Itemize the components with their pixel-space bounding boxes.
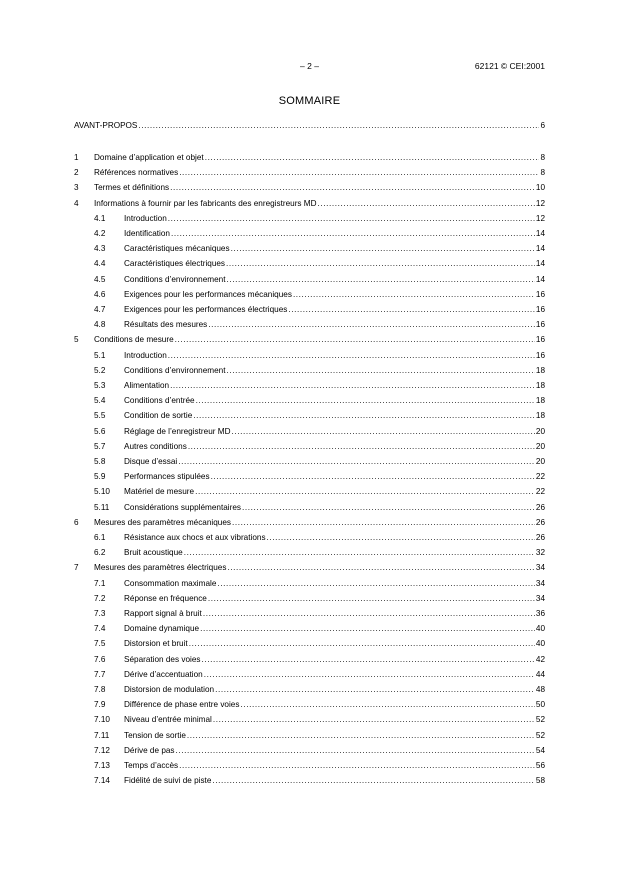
toc-entry-title: Termes et définitions xyxy=(94,183,170,193)
toc-entry-title: Introduction xyxy=(124,213,167,223)
toc-entry-number: 5.4 xyxy=(94,396,106,406)
dot-leader xyxy=(138,119,539,132)
toc-entry[interactable] xyxy=(0,698,619,711)
toc-entry[interactable] xyxy=(0,744,619,757)
toc-entry-page: 36 xyxy=(535,609,545,618)
toc-entry-page: 20 xyxy=(535,441,545,451)
toc-entry-page: 26 xyxy=(535,533,545,542)
toc-entry-number: 6.2 xyxy=(94,548,106,558)
toc-entry-page: 20 xyxy=(535,426,545,436)
toc-entry-line xyxy=(124,425,545,438)
toc-entry-line xyxy=(124,622,545,635)
toc-entry-title: Informations à fournir par les fabricants des enregistreurs MD xyxy=(94,198,317,208)
toc-entry-number: 5.10 xyxy=(94,487,110,497)
toc-entry[interactable] xyxy=(0,501,619,514)
toc-entry-title: Introduction xyxy=(124,350,167,360)
toc-entry-line xyxy=(124,349,545,362)
toc-entry-title: Dérive d’accentuation xyxy=(124,669,203,679)
toc-entry-number: 4.8 xyxy=(94,320,106,330)
toc-entry-page: 58 xyxy=(535,776,545,786)
toc-entry[interactable] xyxy=(0,713,619,726)
toc-entry-number: 4.3 xyxy=(94,244,106,254)
toc-entry-title: Références normatives xyxy=(94,168,179,178)
toc-entry-line xyxy=(124,531,545,544)
toc-entry[interactable] xyxy=(0,303,619,316)
toc-entry-page: 22 xyxy=(535,472,545,482)
toc-entry-title: Consommation maximale xyxy=(124,578,217,588)
toc-entry-number: 7.12 xyxy=(94,745,110,755)
toc-entry[interactable] xyxy=(0,485,619,498)
toc-entry-page: 12 xyxy=(535,213,545,223)
toc-entry-page: 14 xyxy=(535,244,545,254)
toc-entry[interactable] xyxy=(0,227,619,240)
toc-entry-line xyxy=(124,607,545,620)
toc-entry-number: 4.2 xyxy=(94,229,106,238)
toc-entry-number: 7.2 xyxy=(94,593,106,603)
toc-entry-page: 8 xyxy=(540,153,545,162)
dot-leader xyxy=(178,455,535,468)
toc-entry[interactable] xyxy=(0,318,619,331)
dot-leader xyxy=(200,622,535,635)
toc-entry-line xyxy=(124,698,545,711)
toc-entry-line xyxy=(124,668,545,681)
toc-entry-title: Mesures des paramètres mécaniques xyxy=(94,517,231,527)
toc-entry-line xyxy=(124,546,545,559)
toc-entry-page: 14 xyxy=(535,229,545,238)
toc-entry[interactable] xyxy=(0,592,619,605)
toc-entry-title: Bruit acoustique xyxy=(124,548,183,558)
toc-entry[interactable] xyxy=(0,212,619,225)
toc-entry-line xyxy=(124,713,545,726)
toc-entry-title: Autres conditions xyxy=(124,441,187,451)
toc-entry-title: Considérations supplémentaires xyxy=(124,502,241,512)
toc-entry-title: Fidélité de suivi de piste xyxy=(124,776,212,786)
dot-leader xyxy=(168,349,535,362)
toc-entry-page: 16 xyxy=(535,289,545,299)
dot-leader xyxy=(232,516,535,529)
dot-leader xyxy=(226,257,535,270)
toc-entry-line xyxy=(94,151,545,164)
toc-entry-line xyxy=(94,561,545,574)
toc-entry-title: Temps d’accès xyxy=(124,761,179,770)
toc-entry[interactable] xyxy=(0,607,619,620)
toc-entry-page: 16 xyxy=(535,320,545,330)
toc-entry-number: 2 xyxy=(74,168,79,178)
toc-entry-line xyxy=(94,166,545,179)
toc-entry-line xyxy=(124,774,545,787)
toc-entry-line xyxy=(124,501,545,514)
toc-entry[interactable] xyxy=(0,759,619,772)
toc-entry-page: 16 xyxy=(535,350,545,360)
dot-leader xyxy=(267,531,535,544)
toc-entry-line xyxy=(124,470,545,483)
dot-leader xyxy=(213,713,535,726)
toc-entry[interactable] xyxy=(0,151,619,164)
dot-leader xyxy=(227,364,535,377)
dot-leader xyxy=(171,227,535,240)
toc-entry[interactable] xyxy=(0,561,619,574)
toc-entry[interactable] xyxy=(0,197,619,210)
toc-entry-page: 18 xyxy=(535,381,545,390)
dot-leader xyxy=(211,470,535,483)
toc-entry-title: Tension de sortie xyxy=(124,730,186,740)
toc-entry-title: Dérive de pas xyxy=(124,745,175,755)
toc-entry-number: 5.9 xyxy=(94,472,106,482)
toc-entry-line xyxy=(124,379,545,392)
toc-entry[interactable] xyxy=(0,637,619,650)
toc-entry-page: 40 xyxy=(535,624,545,634)
toc-entry-number: 7.5 xyxy=(94,639,106,649)
toc-entry-page: 18 xyxy=(535,411,545,421)
toc-entry-line xyxy=(124,257,545,270)
dot-leader xyxy=(179,759,535,772)
toc-entry-page: 48 xyxy=(535,685,545,694)
toc-entry-number: 1 xyxy=(74,153,79,162)
dot-leader xyxy=(179,166,539,179)
dot-leader xyxy=(203,607,535,620)
toc-entry-title: Conditions d’environnement xyxy=(124,274,226,284)
toc-entry[interactable] xyxy=(0,577,619,590)
dot-leader xyxy=(196,394,535,407)
toc-entry-number: 7 xyxy=(74,563,79,573)
dot-leader xyxy=(288,303,535,316)
toc-entry-number: 5.2 xyxy=(94,365,106,375)
toc-entry[interactable] xyxy=(0,546,619,559)
dot-leader xyxy=(205,151,540,164)
toc-entry-page: 6 xyxy=(540,121,545,130)
toc-entry-number: 5.6 xyxy=(94,426,106,436)
toc-entry-line xyxy=(124,288,545,301)
toc-entry-title: Identification xyxy=(124,229,170,238)
dot-leader xyxy=(176,744,535,757)
toc-entry[interactable] xyxy=(0,470,619,483)
toc-entry-number: 4.1 xyxy=(94,213,106,223)
toc-entry-number: 7.6 xyxy=(94,654,106,664)
dot-leader xyxy=(240,698,534,711)
toc-entry-number: 4.5 xyxy=(94,274,106,284)
toc-entry[interactable] xyxy=(0,622,619,635)
toc-entry-page: 42 xyxy=(535,654,545,664)
dot-leader xyxy=(231,242,535,255)
toc-entry[interactable] xyxy=(0,729,619,742)
toc-entry-line xyxy=(124,653,545,666)
toc-entry-title: Alimentation xyxy=(124,381,170,390)
toc-entry[interactable] xyxy=(0,333,619,346)
toc-entry-line xyxy=(124,303,545,316)
toc-entry-title: Caractéristiques électriques xyxy=(124,259,226,269)
toc-entry[interactable] xyxy=(0,349,619,362)
toc-entry[interactable] xyxy=(0,774,619,787)
toc-entry-title: Niveau d’entrée minimal xyxy=(124,715,212,725)
dot-leader xyxy=(195,485,535,498)
toc-entry-line xyxy=(124,683,545,696)
toc-entry-page: 32 xyxy=(535,548,545,558)
toc-entry-number: 7.8 xyxy=(94,685,106,694)
toc-entry-line xyxy=(124,637,545,650)
dot-leader xyxy=(208,318,535,331)
toc-entry-number: 4 xyxy=(74,198,79,208)
dot-leader xyxy=(217,577,535,590)
toc-entry[interactable] xyxy=(0,379,619,392)
toc-entry[interactable] xyxy=(0,257,619,270)
toc-entry[interactable] xyxy=(0,242,619,255)
toc-entry-page: 26 xyxy=(535,517,545,527)
toc-entry-number: 5.11 xyxy=(94,502,110,512)
toc-entry-line xyxy=(124,759,545,772)
toc-entry-line xyxy=(124,364,545,377)
toc-entry[interactable] xyxy=(0,181,619,194)
toc-entry-page: 8 xyxy=(540,168,545,178)
toc-entry-number: 7.1 xyxy=(94,578,106,588)
dot-leader xyxy=(204,668,535,681)
toc-entry[interactable] xyxy=(0,119,619,132)
toc-entry-page: 16 xyxy=(535,305,545,314)
dot-leader xyxy=(232,425,535,438)
toc-entry-title: Rapport signal à bruit xyxy=(124,609,202,618)
toc-entry-title: Conditions d’environnement xyxy=(124,365,226,375)
dot-leader xyxy=(187,729,535,742)
toc-entry-title: Condition de sortie xyxy=(124,411,193,421)
toc-entry-title: Distorsion et bruit xyxy=(124,639,188,649)
toc-entry-line xyxy=(124,394,545,407)
dot-leader xyxy=(242,501,535,514)
toc-entry-number: 7.11 xyxy=(94,730,110,740)
document-reference: 62121 © CEI:2001 xyxy=(474,61,545,71)
dot-leader xyxy=(212,774,535,787)
toc-entry[interactable] xyxy=(0,683,619,696)
toc-entry[interactable] xyxy=(0,409,619,422)
toc-entry-number: 7.10 xyxy=(94,715,110,725)
toc-entry[interactable] xyxy=(0,166,619,179)
toc-entry-page: 52 xyxy=(535,715,545,725)
toc-entry-line xyxy=(74,119,545,132)
toc-entry-page: 34 xyxy=(535,563,545,573)
toc-entry-title: Résultats des mesures xyxy=(124,320,208,330)
toc-entry-line xyxy=(124,212,545,225)
toc-entry-page: 14 xyxy=(535,259,545,269)
toc-entry-page: 26 xyxy=(535,502,545,512)
toc-entry[interactable] xyxy=(0,364,619,377)
toc-entry-number: 5.7 xyxy=(94,441,106,451)
toc-entry-number: 7.7 xyxy=(94,669,106,679)
toc-entry-line xyxy=(124,227,545,240)
toc-entry-title: Résistance aux chocs et aux vibrations xyxy=(124,533,266,542)
toc-entry-page: 18 xyxy=(535,396,545,406)
dot-leader xyxy=(168,212,535,225)
toc-entry-title: Mesures des paramètres électriques xyxy=(94,563,227,573)
toc-entry-number: 7.13 xyxy=(94,761,110,770)
toc-entry-line xyxy=(124,318,545,331)
toc-entry-title: Réponse en fréquence xyxy=(124,593,207,603)
toc-entry-line xyxy=(124,577,545,590)
dot-leader xyxy=(208,592,535,605)
toc-entry-number: 6.1 xyxy=(94,533,106,542)
toc-entry-title: Exigences pour les performances électriques xyxy=(124,305,288,314)
toc-entry-number: 4.7 xyxy=(94,305,106,314)
dot-leader xyxy=(215,683,535,696)
dot-leader xyxy=(227,561,534,574)
dot-leader xyxy=(170,181,535,194)
toc-entry-line xyxy=(124,440,545,453)
toc-entry-title: Disque d’essai xyxy=(124,457,178,466)
toc-entry-number: 5.5 xyxy=(94,411,106,421)
toc-entry-page: 54 xyxy=(535,745,545,755)
dot-leader xyxy=(227,273,535,286)
toc-entry[interactable] xyxy=(0,394,619,407)
toc-entry-line xyxy=(94,197,545,210)
toc-entry-page: 12 xyxy=(535,198,545,208)
page-number: – 2 – xyxy=(300,61,319,71)
toc-entry-page: 22 xyxy=(535,487,545,497)
toc-entry-line xyxy=(94,333,545,346)
toc-entry-title: Conditions d’entrée xyxy=(124,396,195,406)
toc-entry-title: Différence de phase entre voies xyxy=(124,700,240,710)
toc-entry-line xyxy=(124,273,545,286)
toc-entry-title: Domaine dynamique xyxy=(124,624,200,634)
toc-entry-line xyxy=(124,455,545,468)
toc-entry-number: 4.6 xyxy=(94,289,106,299)
toc-entry[interactable] xyxy=(0,455,619,468)
toc-entry-number: 4.4 xyxy=(94,259,106,269)
toc-entry-page: 20 xyxy=(535,457,545,466)
toc-entry-number: 5.1 xyxy=(94,350,106,360)
toc-entry-page: 18 xyxy=(535,365,545,375)
toc-entry-title: Exigences pour les performances mécaniques xyxy=(124,289,292,299)
toc-entry-page: 56 xyxy=(535,761,545,770)
toc-entry-number: 7.9 xyxy=(94,700,106,710)
dot-leader xyxy=(318,197,535,210)
toc-entry-line xyxy=(124,409,545,422)
toc-entry[interactable] xyxy=(0,531,619,544)
toc-entry-page: 40 xyxy=(535,639,545,649)
toc-entry-number: 5.3 xyxy=(94,381,106,390)
toc-entry-title: Domaine d’application et objet xyxy=(94,153,204,162)
toc-entry-page: 50 xyxy=(535,700,545,710)
toc-entry-line xyxy=(124,592,545,605)
toc-entry-title: Conditions de mesure xyxy=(94,335,174,345)
toc-entry-number: 5 xyxy=(74,335,79,345)
toc-entry-title: Réglage de l’enregistreur MD xyxy=(124,426,231,436)
toc-entry-title: Caractéristiques mécaniques xyxy=(124,244,230,254)
toc-entry[interactable] xyxy=(0,425,619,438)
toc-entry-title: AVANT-PROPOS xyxy=(74,121,138,130)
dot-leader xyxy=(175,333,535,346)
toc-entry[interactable] xyxy=(0,273,619,286)
toc-entry-line xyxy=(124,744,545,757)
toc-entry-title: Distorsion de modulation xyxy=(124,685,215,694)
toc-entry[interactable] xyxy=(0,440,619,453)
toc-entry[interactable] xyxy=(0,288,619,301)
toc-entry-number: 3 xyxy=(74,183,79,193)
toc-entry-number: 7.3 xyxy=(94,609,106,618)
dot-leader xyxy=(293,288,535,301)
dot-leader xyxy=(189,637,535,650)
toc-entry-line xyxy=(124,242,545,255)
dot-leader xyxy=(193,409,535,422)
toc-entry-number: 6 xyxy=(74,517,79,527)
toc-entry-title: Performances stipulées xyxy=(124,472,210,482)
toc-entry-line xyxy=(94,516,545,529)
toc-entry-page: 14 xyxy=(535,274,545,284)
toc-entry-line xyxy=(94,181,545,194)
toc-entry[interactable] xyxy=(0,516,619,529)
toc-entry-line xyxy=(124,485,545,498)
toc-entry-line xyxy=(124,729,545,742)
page-title: SOMMAIRE xyxy=(278,95,341,107)
toc-entry-page: 34 xyxy=(535,578,545,588)
toc-entry-title: Séparation des voies xyxy=(124,654,201,664)
toc-entry-number: 7.14 xyxy=(94,776,110,786)
toc-entry-title: Matériel de mesure xyxy=(124,487,195,497)
toc-entry-number: 5.8 xyxy=(94,457,106,466)
dot-leader xyxy=(184,546,535,559)
toc-entry-number: 7.4 xyxy=(94,624,106,634)
toc-entry-page: 16 xyxy=(535,335,545,345)
toc-entry-page: 52 xyxy=(535,730,545,740)
toc-entry-page: 10 xyxy=(535,183,545,193)
toc-entry[interactable] xyxy=(0,668,619,681)
toc-entry-page: 44 xyxy=(535,669,545,679)
toc-entry-page: 34 xyxy=(535,593,545,603)
dot-leader xyxy=(201,653,534,666)
dot-leader xyxy=(188,440,535,453)
dot-leader xyxy=(170,379,535,392)
toc-entry[interactable] xyxy=(0,653,619,666)
